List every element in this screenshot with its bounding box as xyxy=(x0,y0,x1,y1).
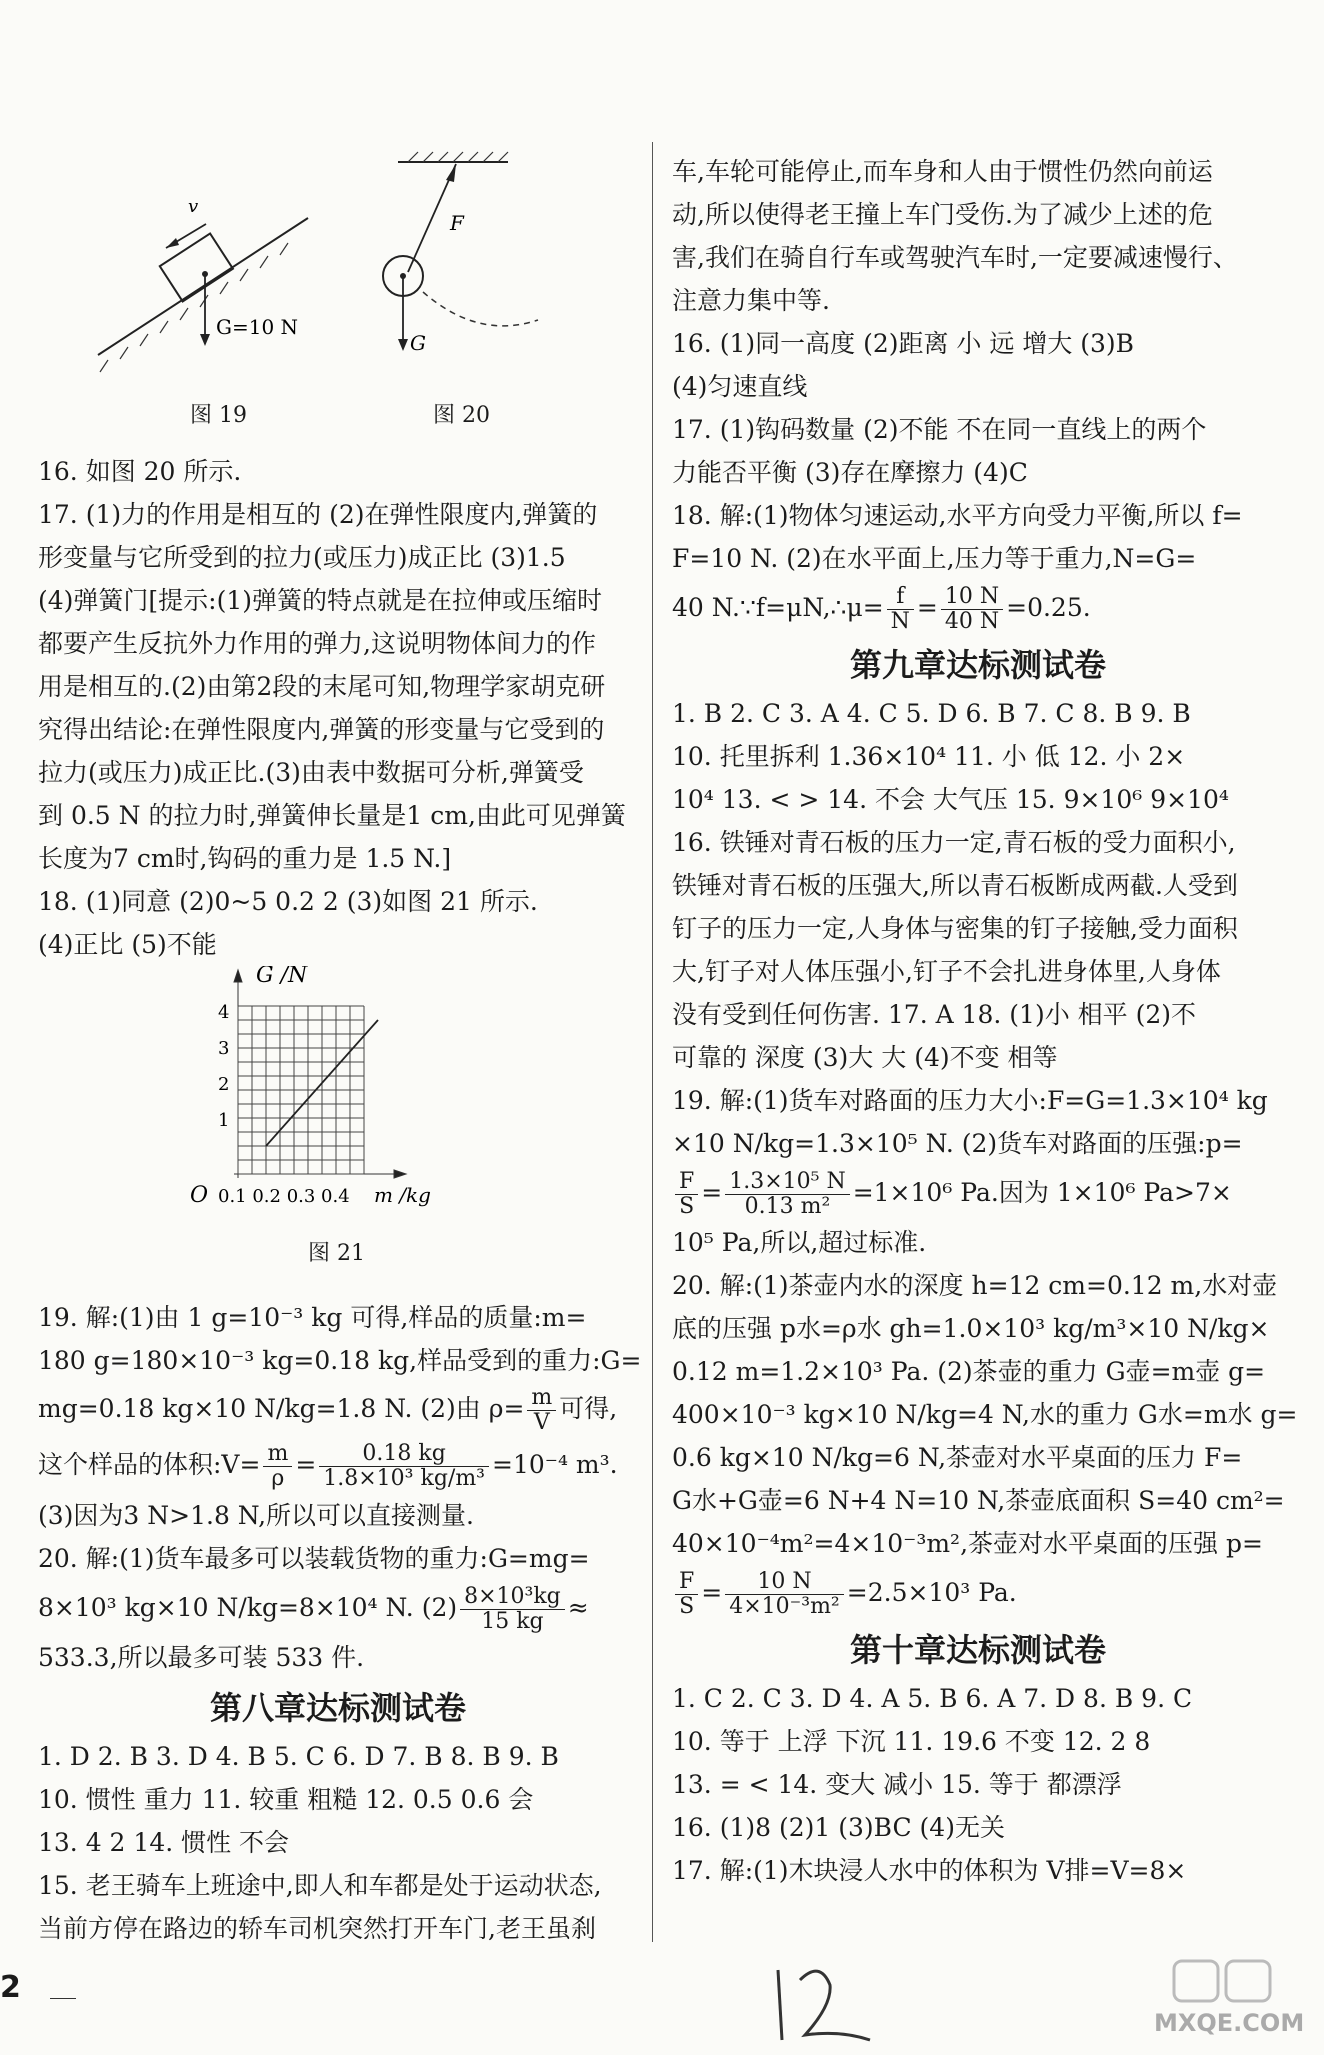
answer-line: 400×10⁻³ kg×10 N/kg=4 N,水的重力 G水=m水 g= xyxy=(672,1400,1298,1429)
answer-line xyxy=(672,1165,1284,1221)
answer-line: 20. 解:(1)茶壶内水的深度 h=12 cm=0.12 m,水对壶 xyxy=(672,1271,1278,1300)
numerator: m xyxy=(263,1442,292,1467)
formula-text: =10⁻⁴ m³. xyxy=(492,1450,618,1479)
answer-line: 13. 4 2 14. 惯性 不会 xyxy=(38,1828,290,1857)
denominator: ρ xyxy=(271,1466,285,1491)
answer-line: 17. 解:(1)木块浸人水中的体积为 V排=V=8× xyxy=(672,1856,1187,1885)
answer-line: 16. (1)同一高度 (2)距离 小 远 增大 (3)B xyxy=(672,329,1135,358)
answer-line: (4)弹簧门[提示:(1)弹簧的特点就是在拉伸或压缩时 xyxy=(38,586,603,615)
answer-line: 用是相互的.(2)由第2段的末尾可知,物理学家胡克研 xyxy=(38,672,606,701)
fig21-x-label: m /kg xyxy=(374,1183,431,1207)
fig19-caption: 图 19 xyxy=(190,403,247,428)
answer-line: 底的压强 p水=ρ水 gh=1.0×10³ kg/m³×10 N/kg× xyxy=(672,1314,1270,1343)
fig19-v-label: v xyxy=(188,196,199,217)
answer-line: 10. 惯性 重力 11. 较重 粗糙 12. 0.5 0.6 会 xyxy=(38,1785,534,1814)
fraction xyxy=(725,1570,844,1619)
fraction xyxy=(319,1442,489,1491)
figure-19 xyxy=(98,196,308,372)
fraction xyxy=(887,585,914,634)
answer-line: 1. C 2. C 3. D 4. A 5. B 6. A 7. D 8. B 9. C xyxy=(672,1684,1193,1713)
formula-text: =2.5×10³ Pa. xyxy=(846,1578,1017,1607)
figure-21 xyxy=(38,966,638,1296)
fraction xyxy=(725,1170,849,1219)
answer-line: 16. (1)8 (2)1 (3)BC (4)无关 xyxy=(672,1813,1005,1842)
fig21-y-tick: 3 xyxy=(218,1038,230,1059)
numerator: m xyxy=(527,1386,556,1411)
formula-text: 8×10³ kg×10 N/kg=8×10⁴ N. (2) xyxy=(38,1593,458,1622)
answer-line: 大,钉子对人体压强小,钉子不会扎进身体里,人身体 xyxy=(672,957,1221,986)
numerator: 0.18 kg xyxy=(319,1442,489,1467)
denominator: N xyxy=(890,609,910,634)
watermark-logo-svg xyxy=(1114,1959,1304,2039)
formula-text: 可得, xyxy=(559,1394,618,1423)
numerator: 1.3×10⁵ N xyxy=(725,1170,849,1195)
left-column xyxy=(38,150,642,1950)
fig21-y-tick: 4 xyxy=(218,1002,230,1023)
answer-line: 10. 托里拆利 1.36×10⁴ 11. 小 低 12. 小 2× xyxy=(672,742,1186,771)
answer-line: 可靠的 深度 (3)大 大 (4)不变 相等 xyxy=(672,1043,1058,1072)
formula-text: = xyxy=(295,1450,317,1479)
answer-line: G水+G壶=6 N+4 N=10 N,茶壶底面积 S=40 cm²= xyxy=(672,1486,1285,1515)
answer-line: F=10 N. (2)在水平面上,压力等于重力,N=G= xyxy=(672,544,1197,573)
answer-line xyxy=(38,1580,638,1636)
answer-line: 害,我们在骑自行车或驾驶汽车时,一定要减速慢行、 xyxy=(672,243,1238,272)
answer-line xyxy=(38,1382,638,1436)
answer-line: 1. B 2. C 3. A 4. C 5. D 6. B 7. C 8. B 9. B xyxy=(672,699,1191,728)
answer-line: 180 g=180×10⁻³ kg=0.18 kg,样品受到的重力:G= xyxy=(38,1346,642,1375)
answer-line: 车,车轮可能停止,而车身和人由于惯性仍然向前运 xyxy=(672,157,1213,186)
answer-line: 16. 如图 20 所示. xyxy=(38,457,242,486)
answer-line: 长度为7 cm时,钩码的重力是 1.5 N.] xyxy=(38,844,452,873)
denominator: 1.8×10³ kg/m³ xyxy=(323,1466,485,1491)
numerator: 10 N xyxy=(941,585,1003,610)
answer-line: 1. D 2. B 3. D 4. B 5. C 6. D 7. B 8. B 9. B xyxy=(38,1742,559,1771)
fig21-y-label: G /N xyxy=(256,966,308,988)
fig19-g-label: G=10 N xyxy=(216,315,299,339)
answer-line: (4)正比 (5)不能 xyxy=(38,930,217,959)
numerator: F xyxy=(675,1570,698,1595)
fig20-caption: 图 20 xyxy=(433,403,490,428)
answer-line: 究得出结论:在弹性限度内,弹簧的形变量与它受到的 xyxy=(38,715,605,744)
figure-21-graph xyxy=(38,966,638,1256)
fig21-y-tick: 2 xyxy=(218,1074,230,1095)
answer-line: 形变量与它所受到的拉力(或压力)成正比 (3)1.5 xyxy=(38,543,566,572)
page-number-rule xyxy=(50,1998,76,1999)
handwritten-annotation xyxy=(760,1960,880,2050)
fraction xyxy=(460,1585,565,1634)
denominator: 15 kg xyxy=(481,1609,544,1634)
page-number: 2 xyxy=(0,1970,21,2005)
answer-line: 18. (1)同意 (2)0~5 0.2 2 (3)如图 21 所示. xyxy=(38,887,538,916)
numerator: F xyxy=(675,1170,698,1195)
answer-line: 533.3,所以最多可装 533 件. xyxy=(38,1643,365,1672)
answer-line: 到 0.5 N 的拉力时,弹簧伸长量是1 cm,由此可见弹簧 xyxy=(38,801,626,830)
numerator: 8×10³kg xyxy=(460,1585,565,1610)
answer-line xyxy=(672,1565,1284,1621)
formula-text: = xyxy=(701,1178,723,1207)
column-divider xyxy=(652,142,653,1942)
denominator: 0.13 m² xyxy=(744,1194,831,1219)
figure-19-20 xyxy=(38,150,638,440)
formula-text: mg=0.18 kg×10 N/kg=1.8 N. (2)由 ρ= xyxy=(38,1394,525,1423)
chapter-8-title: 第八章达标测试卷 xyxy=(209,1689,466,1727)
answer-line: 17. (1)钩码数量 (2)不能 不在同一直线上的两个 xyxy=(672,415,1207,444)
denominator: 40 N xyxy=(944,609,1000,634)
fraction xyxy=(263,1442,292,1491)
answer-line: 20. 解:(1)货车最多可以装载货物的重力:G=mg= xyxy=(38,1544,590,1573)
formula-text: 这个样品的体积:V= xyxy=(38,1450,261,1479)
fig20-g-label: G xyxy=(410,331,426,355)
figure-row-19-20 xyxy=(38,150,638,450)
fig20-f-label: F xyxy=(450,211,464,235)
answer-line: 19. 解:(1)由 1 g=10⁻³ kg 可得,样品的质量:m= xyxy=(38,1303,587,1332)
fraction xyxy=(527,1386,556,1435)
chapter-9-title: 第九章达标测试卷 xyxy=(849,646,1106,684)
answer-line: 10. 等于 上浮 下沉 11. 19.6 不变 12. 2 8 xyxy=(672,1727,1151,1756)
answer-line: 15. 老王骑车上班途中,即人和车都是处于运动状态, xyxy=(38,1871,602,1900)
answer-line: 没有受到任何伤害. 17. A 18. (1)小 相平 (2)不 xyxy=(672,1000,1197,1029)
answer-line: 力能否平衡 (3)存在摩擦力 (4)C xyxy=(672,458,1028,487)
answer-line: (4)匀速直线 xyxy=(672,372,808,401)
figure-20 xyxy=(383,152,538,355)
fig21-caption: 图 21 xyxy=(308,1241,365,1266)
formula-text: = xyxy=(701,1578,723,1607)
answer-line: 18. 解:(1)物体匀速运动,水平方向受力平衡,所以 f= xyxy=(672,501,1243,530)
fraction xyxy=(941,585,1003,634)
answer-line: 17. (1)力的作用是相互的 (2)在弹性限度内,弹簧的 xyxy=(38,500,598,529)
formula-text: = xyxy=(916,593,938,622)
denominator: S xyxy=(679,1194,695,1219)
answer-line: 都要产生反抗外力作用的弹力,这说明物体间力的作 xyxy=(38,629,596,658)
answer-line: 当前方停在路边的轿车司机突然打开车门,老王虽刹 xyxy=(38,1914,596,1943)
fraction xyxy=(675,1170,698,1219)
answer-line xyxy=(38,1436,638,1494)
denominator: S xyxy=(679,1594,695,1619)
formula-text: =0.25. xyxy=(1006,593,1091,622)
denominator: V xyxy=(533,1410,550,1435)
answer-line: 拉力(或压力)成正比.(3)由表中数据可分析,弹簧受 xyxy=(38,758,584,787)
answer-line: 铁锤对青石板的压强大,所以青石板断成两截.人受到 xyxy=(672,871,1238,900)
answer-line: (3)因为3 N>1.8 N,所以可以直接测量. xyxy=(38,1501,474,1530)
answer-line: 0.6 kg×10 N/kg=6 N,茶壶对水平桌面的压力 F= xyxy=(672,1443,1243,1472)
numerator: f xyxy=(887,585,914,610)
answer-line xyxy=(672,580,1284,636)
right-column xyxy=(672,150,1298,1892)
formula-text: 40 N.∵f=μN,∴μ= xyxy=(672,593,884,622)
fig21-x-ticks: 0.1 0.2 0.3 0.4 xyxy=(218,1186,350,1207)
answer-line: 16. 铁锤对青石板的压力一定,青石板的受力面积小, xyxy=(672,828,1236,857)
answer-line: 40×10⁻⁴m²=4×10⁻³m²,茶壶对水平桌面的压强 p= xyxy=(672,1529,1263,1558)
chapter-10-title: 第十章达标测试卷 xyxy=(849,1631,1106,1669)
fraction xyxy=(675,1570,698,1619)
svg-text:MXQE.COM: MXQE.COM xyxy=(1154,2009,1304,2037)
answer-line: 13. = < 14. 变大 减小 15. 等于 都漂浮 xyxy=(672,1770,1122,1799)
answer-line: ×10 N/kg=1.3×10⁵ N. (2)货车对路面的压强:p= xyxy=(672,1129,1243,1158)
watermark-logo xyxy=(1114,1959,1304,2043)
denominator: 4×10⁻³m² xyxy=(729,1594,840,1619)
answer-line: 10⁵ Pa,所以,超过标准. xyxy=(672,1228,927,1257)
numerator: 10 N xyxy=(725,1570,844,1595)
formula-text: ≈ xyxy=(567,1593,589,1622)
answer-line: 10⁴ 13. < > 14. 不会 大气压 15. 9×10⁶ 9×10⁴ xyxy=(672,785,1229,814)
fig21-y-tick: 1 xyxy=(218,1110,230,1131)
answer-line: 0.12 m=1.2×10³ Pa. (2)茶壶的重力 G壶=m壶 g= xyxy=(672,1357,1266,1386)
answer-line: 钉子的压力一定,人身体与密集的钉子接触,受力面积 xyxy=(672,914,1238,943)
answer-line: 动,所以使得老王撞上车门受伤.为了减少上述的危 xyxy=(672,200,1213,229)
fig21-origin: O xyxy=(190,1183,209,1208)
formula-text: =1×10⁶ Pa.因为 1×10⁶ Pa>7× xyxy=(852,1178,1232,1207)
answer-line: 注意力集中等. xyxy=(672,286,830,315)
answer-line: 19. 解:(1)货车对路面的压力大小:F=G=1.3×10⁴ kg xyxy=(672,1086,1268,1115)
